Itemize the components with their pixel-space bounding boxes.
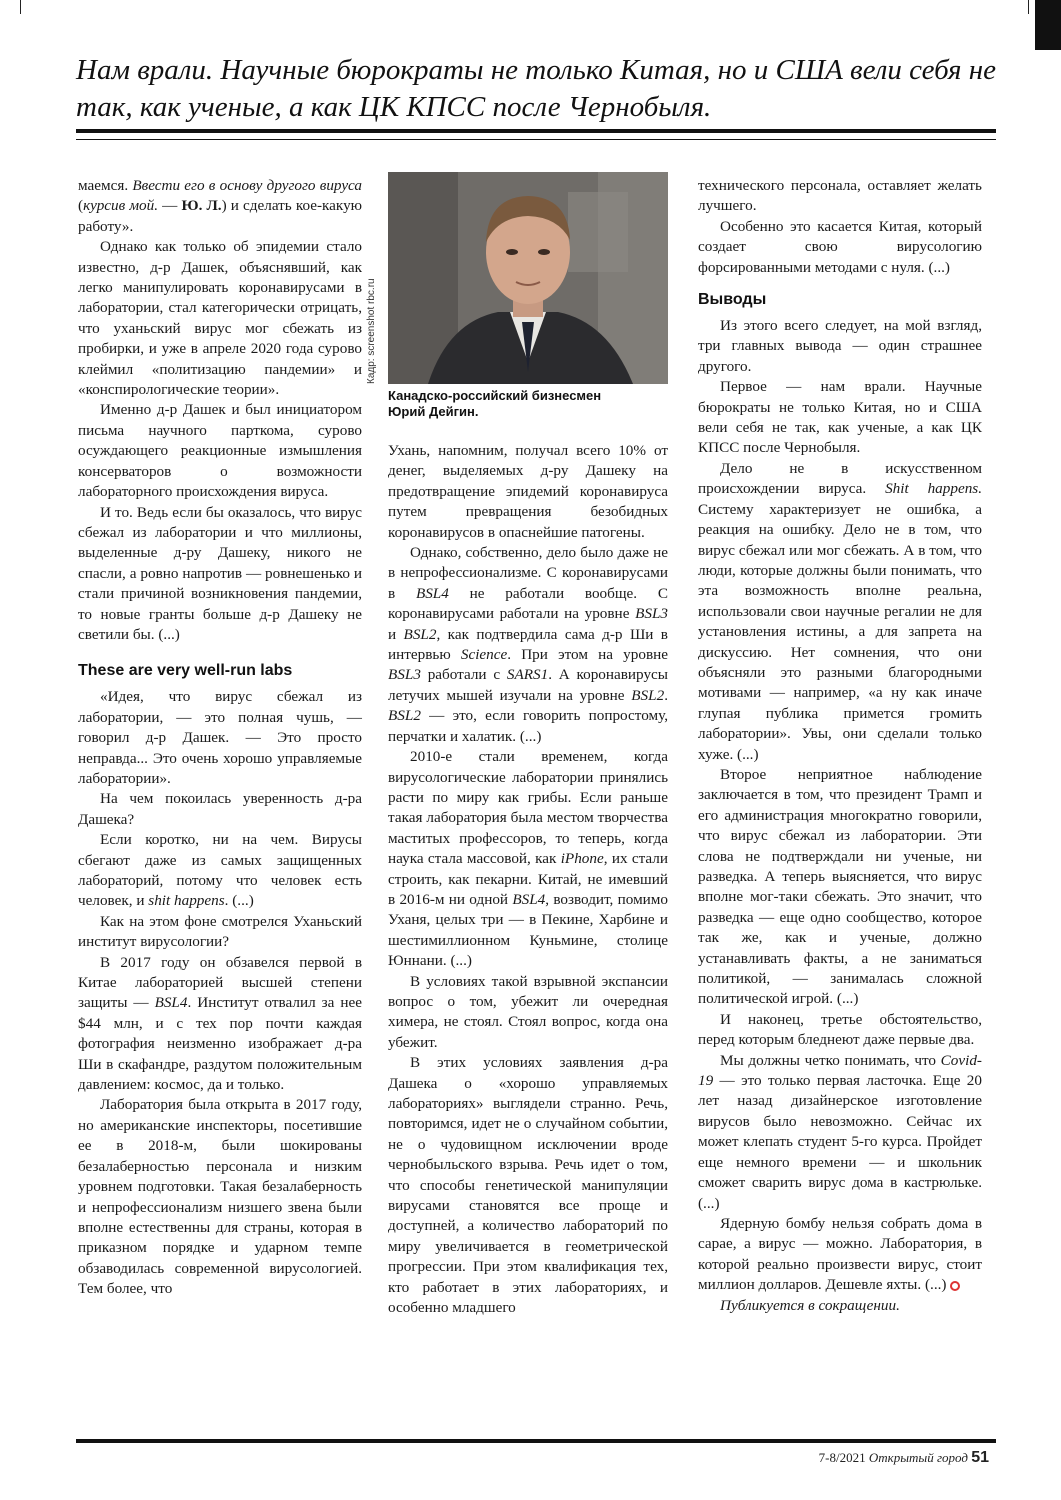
portrait-illustration: [388, 172, 668, 384]
paragraph: Ухань, напомним, получал всего 10% от денег, выделяемых д-ру Дашеку на предотвращение эпидемий коронавируса путем превращения безобидных коронавирусов в опаснейшие патогены.: [388, 442, 668, 541]
pull-quote-headline: Нам врали. Научные бюрократы не только Китая, но и США вели себя не так, как ученые, а как ЦК КПСС после Чернобыля.: [76, 54, 996, 123]
paragraph: И то. Ведь если бы оказалось, что вирус сбежал из лаборатории и что миллионы, выделенные д-ру Дашеку, никого не спасли, а ровно напротив — ровнешенько и стали причиной возникновения пандемии, то новые гранты больше д-р Дашеку не светили бы. (...): [78, 503, 362, 643]
top-rule-thick: [76, 129, 996, 133]
paragraph: Лаборатория была открыта в 2017 году, но американские инспекторы, посетившие ее в 2018-м, были шокированы безалаберностью персонала и низким уровнем подготовки. Такая безалаберность и непрофессионализм низшего звена были вполне естественны для страны, которая в приказном порядке и ударном темпе обзаводилась современной вирусологией. Тем более, что: [78, 1096, 362, 1298]
paragraph: Из этого всего следует, на мой взгляд, три главных вывода — один страшнее другого.: [698, 317, 982, 375]
subheading-conclusions: Выводы: [698, 291, 767, 309]
paragraph: Ядерную бомбу нельзя собрать дома в сарае, а вирус — можно. Лаборатория, в которой реально произвести вирус, стоит миллион долларов. Дешевле яхты. (...): [698, 1214, 982, 1294]
article-column-3: [698, 176, 982, 1316]
paragraph: На чем покоилась уверенность д-ра Дашека?: [78, 790, 362, 828]
paragraph: Однако как только об эпидемии стало известно, д-р Дашек, объяснявший, как легко манипулировать коронавирусами в лаборатории, стал категорически отрицать, что уханьский вирус мог сбежать из пробирки, и уже в апреле 2020 года сурово клеймил «политизацию пандемии» и «конспирологические теории».: [78, 238, 362, 399]
paragraph: «Идея, что вирус сбежал из лаборатории, — это полная чушь, — говорил д-р Дашек. — Это просто неправда... Это очень хорошо управляемые лаборатории».: [78, 688, 362, 787]
publication-note: Публикуется в сокращении.: [720, 1296, 900, 1314]
issue-number: 7-8/2021: [818, 1450, 866, 1465]
crop-mark-right: [1028, 0, 1029, 14]
paragraph: Однако, собственно, дело было даже не в непрофессионализме. С коронавирусами в BSL4 не работали вообще. С коронавирусами работали на уровне BSL3 и BSL2, как подтвердила сама д-р Ши в интервью Science. При этом на уровне BSL3 работали с SARS1. А коронавирусы летучих мышей изучали на уровне BSL2. BSL2 — это, если говорить попростому, перчатки и халатик. (...): [388, 544, 669, 745]
page-footer: [819, 1449, 989, 1467]
end-of-article-icon: [950, 1281, 960, 1291]
subheading-well-run-labs: These are very well-run labs: [78, 662, 293, 680]
paragraph: Дело не в искусственном происхождении вируса. Shit happens. Систему характеризует не ошибка, а реакция на ошибку. Дело не в том, что вирус сбежал или мог сбежать. А в том, что люди, которые должны были понимать, что эта возможность вполне реальна, использовали свои научные регалии не для установления истины, а для запрета на дискуссию. Нет сомнения, что они объясняли это разными благородными мотивами — например, «а ну как иначе глупая публика примется громить лаборатории». Увы, они сделали только хуже. (...): [698, 459, 983, 763]
page-number: 51: [971, 1449, 989, 1466]
article-column-1: [78, 176, 362, 1300]
top-rule-thin: [76, 139, 996, 140]
paragraph: Если коротко, ни на чем. Вирусы сбегают даже из самых защищенных лабораторий, потому что человек есть человек, и shit happens. (...): [78, 831, 362, 910]
paragraph: Первое — нам врали. Научные бюрократы не только Китая, но и США вели себя не так, как ученые, а как ЦК КПСС после Чернобыля.: [698, 378, 982, 457]
paragraph: Именно д-р Дашек и был инициатором письма научного парткома, сурово осуждающего реакционные измышления консерваторов о возможности лабораторного происхождения вируса.: [78, 401, 362, 501]
paragraph: В условиях такой взрывной экспансии вопрос о том, убежит ли очередная химера, не стоял. Стоял вопрос, когда она убежит.: [388, 972, 668, 1051]
paragraph: Как на этом фоне смотрелся Уханьский институт вирусологии?: [78, 912, 362, 951]
paragraph: И наконец, третье обстоятельство, перед которым бледнеют даже первые два.: [698, 1010, 982, 1049]
bottom-rule: [76, 1439, 996, 1443]
article-column-2: [388, 441, 668, 1318]
crop-mark-left: [20, 0, 21, 14]
paragraph: В этих условиях заявления д-ра Дашека о «хорошо управляемых лабораториях» выглядели странно. Речь, повторимся, идет не о случайном событии, не о чудовищном исключении вроде чернобыльского взрыва. Речь идет о том, что способы генетической манипуляции вирусами становятся все проще и доступней, а количество лабораторий по миру увеличивается в геометрической прогрессии. При этом квалификация тех, кто работает в этих лабораториях, и особенно младшего: [388, 1054, 668, 1317]
caption-line: Юрий Дейгин.: [388, 404, 479, 419]
portrait-photo: [388, 172, 668, 384]
paragraph: В 2017 году он обзавелся первой в Китае лабораторией высшей степени защиты — BSL4. Институт отвалил за нее $44 млн, и с тех пор почти каждая фотография неизменно изображает д-ра Ши в скафандре, раздутом положительным давлением: космос, да и только.: [78, 953, 362, 1094]
paragraph: Мы должны четко понимать, что Covid-19 — это только первая ласточка. Еще 20 лет назад дизайнерское изготовление вирусов было невозможно. Сейчас их может клепать студент 5-го курса. Пройдет еще немного времени — и школьник сможет сварить вирус дома в кастрюльке. (...): [698, 1051, 982, 1212]
paragraph: технического персонала, оставляет желать лучшего.: [698, 177, 982, 215]
caption-line: Канадско-российский бизнесмен: [388, 388, 602, 403]
photo-credit: Кадр: screenshot rbc.ru: [366, 278, 377, 384]
paragraph: Второе неприятное наблюдение заключается в том, что президент Трамп и его администрация многократно говорили, что вирус сбежал из лаборатории. Эти слова не подтверждали ни ученые, ни разведка. А теперь выясняется, что вирус вполне мог-таки сбежать. Это значит, что разведка — еще одно сообщество, которое так же, как и ученые, должно устанавливать факты, а не заниматься политикой, — занималась сложной политической игрой. (...): [698, 765, 982, 1008]
magazine-name: Открытый город: [868, 1450, 968, 1465]
paragraph: маемся. Ввести его в основу другого вируса (курсив мой. — Ю. Л.) и сделать кое-какую работу».: [78, 177, 363, 235]
paragraph: Особенно это касается Китая, который создает свою вирусологию форсированными методами с нуля. (...): [698, 217, 982, 276]
photo-caption: [388, 388, 668, 420]
edge-tab: [1035, 0, 1061, 50]
paragraph: 2010-е стали временем, когда вирусологические лаборатории принялись расти по миру как грибы. Если раньше такая лаборатория была местом творчества маститых профессоров, то теперь, когда наука стала массовой, как iPhone, их стали строить, как пекарни. Китай, не имевший в 2016-м ни одной BSL4, возводит, помимо Уханя, целых три — в Пекине, Харбине и шестимиллионном Куньмине, столице Юннани. (...): [388, 748, 669, 970]
